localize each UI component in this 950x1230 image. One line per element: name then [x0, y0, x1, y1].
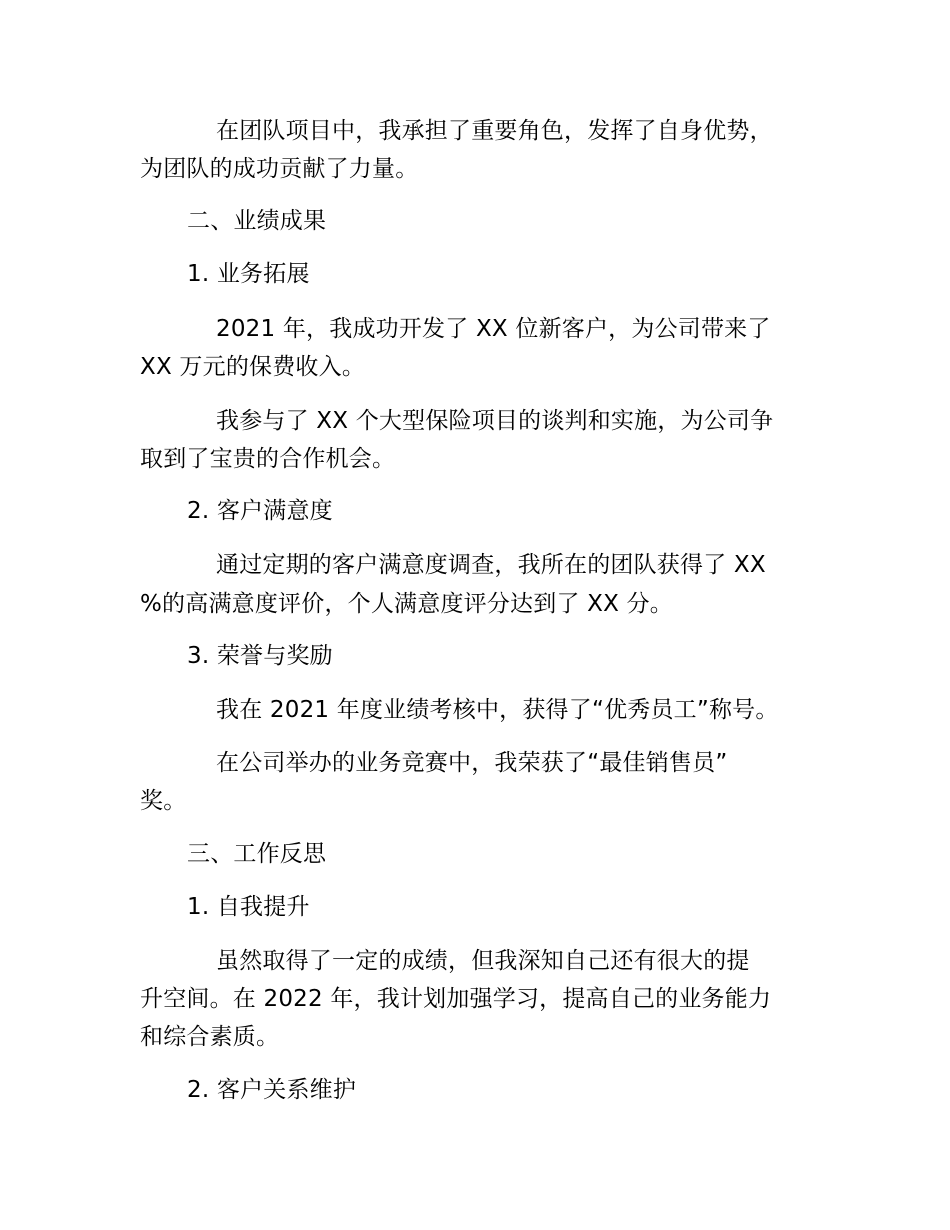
- subheading-customer-relations: 2. 客户关系维护: [187, 1077, 357, 1103]
- paragraph-team-line-1: 在团队项目中，我承担了重要角色，发挥了自身优势，: [216, 118, 773, 144]
- paragraph-new-clients-line-2: XX 万元的保费收入。: [140, 354, 366, 380]
- paragraph-projects-line-2: 取到了宝贵的合作机会。: [140, 446, 396, 472]
- paragraph-improvement-line-3: 和综合素质。: [140, 1024, 280, 1050]
- paragraph-best-salesperson-line-1: 在公司举办的业务竞赛中，我荣获了“最佳销售员”: [216, 750, 728, 776]
- subheading-business-expansion: 1. 业务拓展: [187, 261, 310, 287]
- subheading-honors-awards: 3. 荣誉与奖励: [187, 643, 333, 669]
- paragraph-improvement-line-1: 虽然取得了一定的成绩，但我深知自己还有很大的提: [216, 948, 750, 974]
- subheading-self-improvement: 1. 自我提升: [187, 894, 310, 920]
- paragraph-satisfaction-line-2: %的高满意度评价，个人满意度评分达到了 XX 分。: [140, 591, 673, 617]
- section-heading-performance: 二、业绩成果: [187, 208, 327, 234]
- paragraph-new-clients-line-1: 2021 年，我成功开发了 XX 位新客户，为公司带来了: [216, 316, 771, 342]
- section-heading-reflection: 三、工作反思: [187, 841, 327, 867]
- paragraph-satisfaction-line-1: 通过定期的客户满意度调查，我所在的团队获得了 XX: [216, 552, 766, 578]
- paragraph-projects-line-1: 我参与了 XX 个大型保险项目的谈判和实施，为公司争: [216, 408, 774, 434]
- subheading-customer-satisfaction: 2. 客户满意度: [187, 498, 333, 524]
- paragraph-team-line-2: 为团队的成功贡献了力量。: [140, 156, 419, 182]
- paragraph-improvement-line-2: 升空间。在 2022 年，我计划加强学习，提高自己的业务能力: [140, 986, 772, 1012]
- paragraph-best-salesperson-line-2: 奖。: [140, 788, 187, 814]
- paragraph-excellent-employee: 我在 2021 年度业绩考核中，获得了“优秀员工”称号。: [216, 697, 779, 723]
